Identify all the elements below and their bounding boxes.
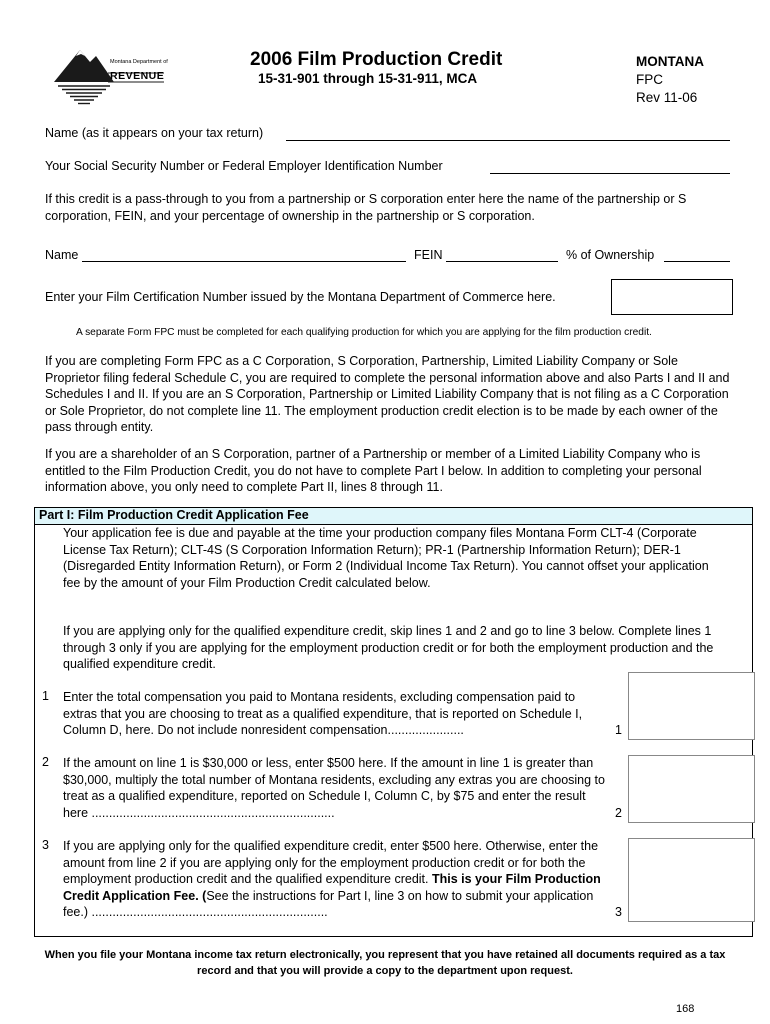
line-2-text: If the amount on line 1 is $30,000 or less, enter $500 here. If the amount in line 1 is greater than $30,000, multiply the total number of Montana residents, excluding any extras you are choosing to treat as a qualified expenditure, reported on Schedule I, Column C, by $75 and enter the result here ...................................................................... xyxy=(63,756,605,820)
part1-header xyxy=(35,508,752,525)
instructions-paragraph-1: If you are completing Form FPC as a C Corporation, S Corporation, Partnership, Limited Liability Company or Sole Proprietor filing federal Schedule C, you are required to complete the personal information above and also Parts I and II and Schedules I and II. If you are an S Corporation, Partnership or Limited Liability Company that is not filing as a C Corporation or Sole Proprietor, do not complete line 11. The employment production credit election is to be made by each owner of the pass through entity. xyxy=(45,354,730,434)
efile-notice: When you file your Montana income tax return electronically, you represent that you have retained all documents required as a tax record and that you will provide a copy to the department upon request. xyxy=(44,949,726,977)
form-revision: Rev 11-06 xyxy=(636,90,698,105)
cert-label: Enter your Film Certification Number issued by the Montana Department of Commerce here. xyxy=(45,290,556,304)
form-title: 2006 Film Production Credit xyxy=(250,49,503,70)
ssn-label: Your Social Security Number or Federal Employer Identification Number xyxy=(45,159,443,173)
form-subtitle: 15-31-901 through 15-31-911, MCA xyxy=(258,71,478,86)
line-3-text-a: If you are applying only for the qualified expenditure credit, enter $500 here. Otherwise, enter the amount from line 2 if you are applying only for the employment production credit or for both the employment production credit and the qualified expenditure credit. xyxy=(63,839,599,886)
pt-fein-label: FEIN xyxy=(414,248,443,262)
name-label: Name (as it appears on your tax return) xyxy=(45,126,264,140)
line-3-text-bold: This is your Film Production Credit Application Fee. ( xyxy=(63,872,601,903)
line-1-number: 1 xyxy=(42,689,49,703)
line-3-amount-box[interactable] xyxy=(628,838,755,922)
ssn-field[interactable] xyxy=(490,173,730,174)
line-1-text: Enter the total compensation you paid to Montana residents, excluding compensation paid to extras that you are choosing to treat as a qualified expenditure, that is reported on Schedule I, Column D, here. Do not include nonresident compensation...................... xyxy=(63,690,583,737)
pass-through-text: If this credit is a pass-through to you from a partnership or S corporation enter here the name of the partnership or S corporation, FEIN, and your percentage of ownership in the partnership or S corporation. xyxy=(45,192,687,223)
pt-fein-field[interactable] xyxy=(446,261,558,262)
part1-header-label: Part I: Film Production Credit Application Fee xyxy=(39,508,309,522)
cert-number-input[interactable] xyxy=(611,279,733,315)
pt-ownership-field[interactable] xyxy=(664,261,730,262)
line-3-number: 3 xyxy=(42,838,49,852)
agency-line-1: Montana Department of xyxy=(110,59,168,65)
line-3-ref: 3 xyxy=(615,905,622,919)
name-field[interactable] xyxy=(286,140,730,141)
part1-intro-1: Your application fee is due and payable at the time your production company files Montana Form CLT-4 (Corporate License Tax Return); CLT-4S (S Corporation Information Return); PR-1 (Partnership Information Return); DER-1 (Disregarded Entity Information Return), or Form 2 (Individual Income Tax Return). You cannot offset your application fee by the amount of your Film Production Credit calculated below. xyxy=(63,526,709,590)
line-2-ref: 2 xyxy=(615,806,622,820)
line-1-amount-box[interactable] xyxy=(628,672,755,740)
part1-intro-2: If you are applying only for the qualified expenditure credit, skip lines 1 and 2 and go to line 3 below. Complete lines 1 through 3 only if you are applying for the employment production credit or for both the employment production and the qualified expenditure credit. xyxy=(63,624,714,671)
revenue-logo xyxy=(52,44,172,106)
pt-name-field[interactable] xyxy=(82,261,406,262)
agency-line-2: REVENUE xyxy=(110,70,165,82)
separate-form-note: A separate Form FPC must be completed for each qualifying production for which you are applying for the film production credit. xyxy=(76,327,652,338)
page-number: 168 xyxy=(676,1003,695,1015)
line-2-number: 2 xyxy=(42,755,49,769)
state-label: MONTANA xyxy=(636,54,704,69)
instructions-paragraph-2: If you are a shareholder of an S Corporation, partner of a Partnership or member of a Limited Liability Company who is entitled to the Film Production Credit, you do not have to complete Part I below. In addition to completing your personal information above, you only need to complete Part II, lines 8 through 11. xyxy=(45,447,702,494)
form-code: FPC xyxy=(636,72,663,87)
pt-name-label: Name xyxy=(45,248,79,262)
line-3-text xyxy=(63,838,611,921)
line-2-amount-box[interactable] xyxy=(628,755,755,823)
line-1-ref: 1 xyxy=(615,723,622,737)
line-3-text-b: See the instructions for Part I, line 3 on how to submit your application fee.) .................................................................... xyxy=(63,888,594,919)
pt-ownership-label: % of Ownership xyxy=(566,248,655,262)
